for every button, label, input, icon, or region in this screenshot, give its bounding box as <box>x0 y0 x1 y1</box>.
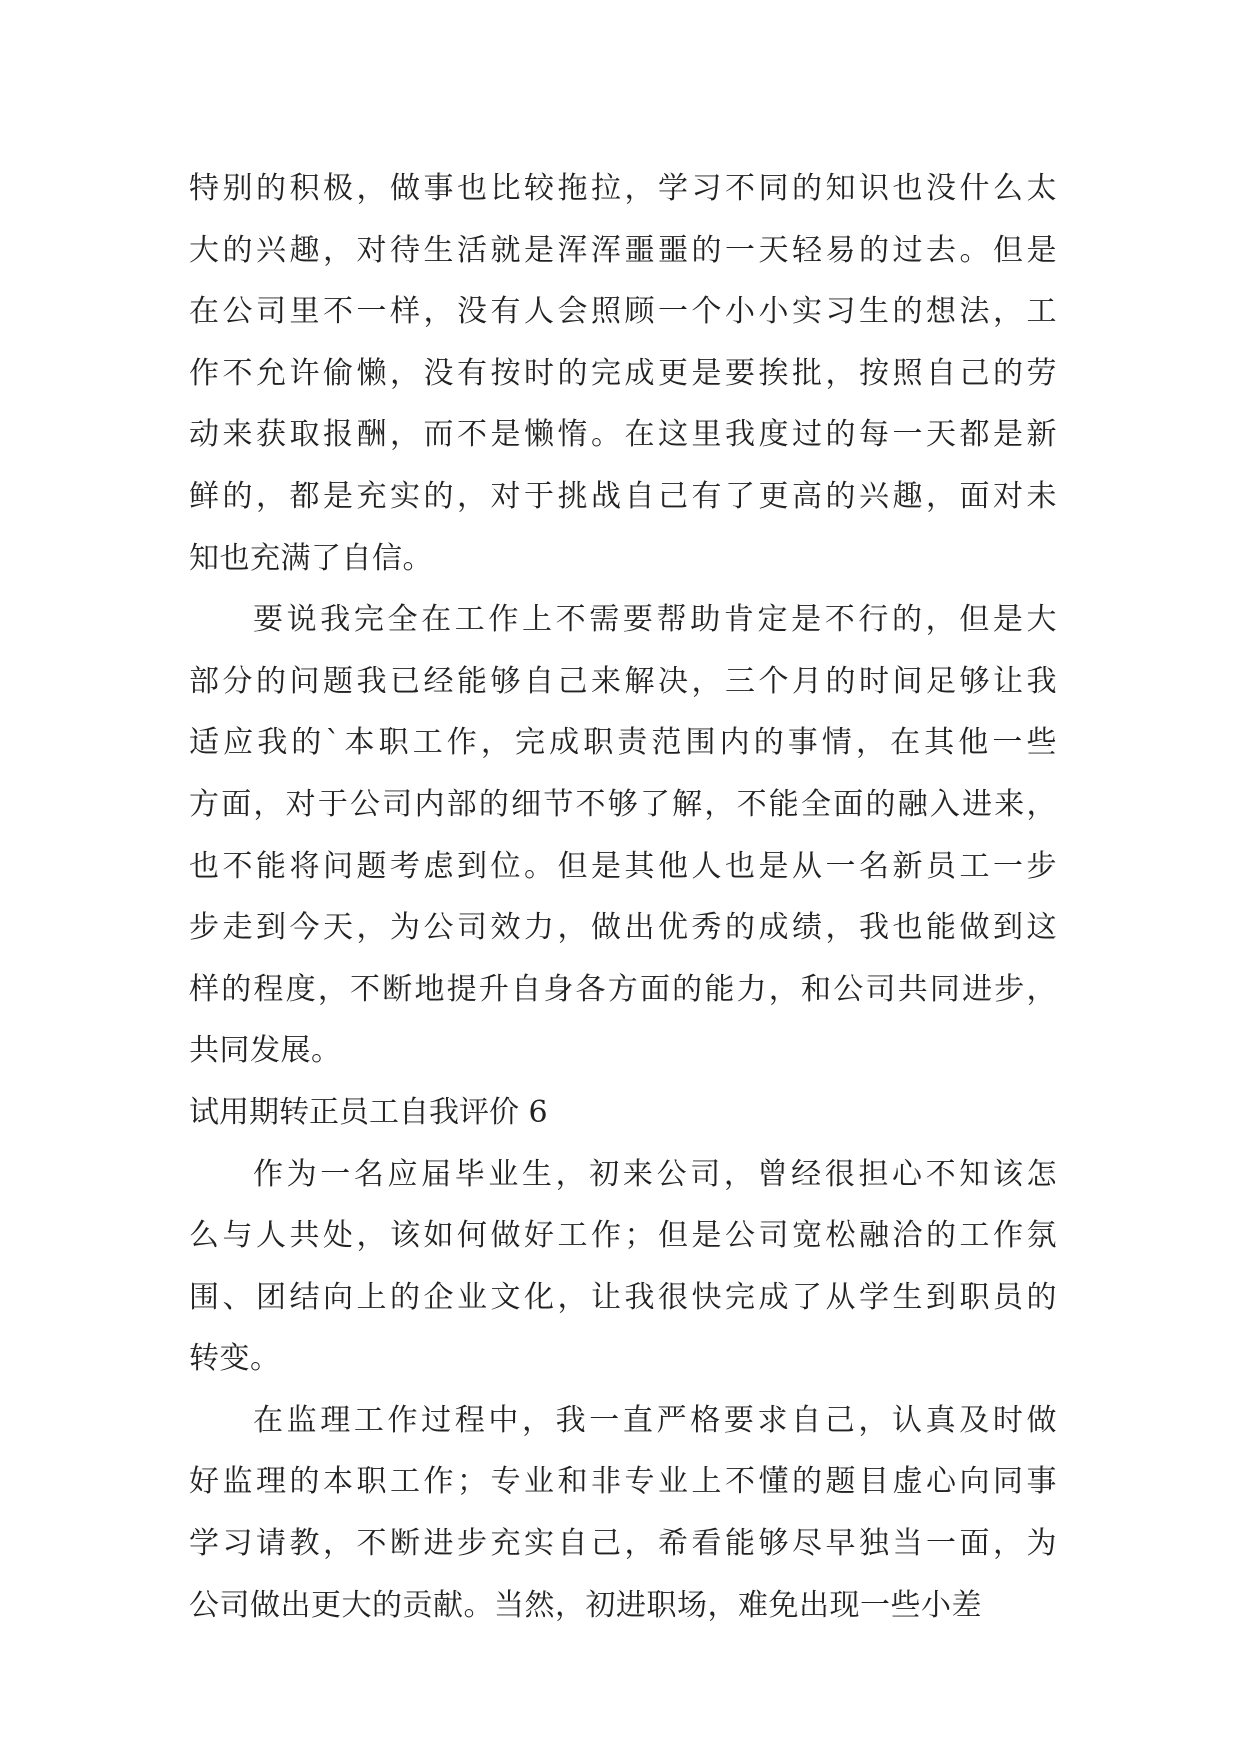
paragraph <box>189 589 1057 1082</box>
section-heading <box>189 1082 1057 1144</box>
paragraph-line: 共同发展。 <box>189 1033 342 1069</box>
paragraph-line: 知也充满了自信。 <box>189 540 433 576</box>
paragraph-line: 大的兴趣，对待生活就是浑浑噩噩的一天轻易的过去。但是 <box>189 232 1057 268</box>
paragraph-line: 么与人共处，该如何做好工作；但是公司宽松融洽的工作氛 <box>189 1218 1057 1254</box>
document-body <box>189 158 1057 1636</box>
paragraph-line: 适应我的`本职工作，完成职责范围内的事情，在其他一些 <box>189 725 1057 761</box>
paragraph-line: 作不允许偷懒，没有按时的完成更是要挨批，按照自己的劳 <box>189 355 1057 391</box>
paragraph-line: 公司做出更大的贡献。当然，初进职场，难免出现一些小差 <box>189 1587 982 1623</box>
paragraph-line: 作为一名应届毕业生，初来公司，曾经很担心不知该怎 <box>253 1156 1057 1192</box>
paragraph-line: 方面，对于公司内部的细节不够了解，不能全面的融入进来， <box>189 786 1057 822</box>
paragraph-line: 在监理工作过程中，我一直严格要求自己，认真及时做 <box>253 1402 1057 1438</box>
paragraph-line: 转变。 <box>189 1341 281 1377</box>
paragraph-line: 学习请教，不断进步充实自己，希看能够尽早独当一面，为 <box>189 1526 1057 1562</box>
paragraph-line: 好监理的本职工作；专业和非专业上不懂的题目虚心向同事 <box>189 1464 1057 1500</box>
paragraph-line: 步走到今天，为公司效力，做出优秀的成绩，我也能做到这 <box>189 910 1057 946</box>
paragraph-line: 特别的积极，做事也比较拖拉，学习不同的知识也没什么太 <box>189 171 1057 206</box>
heading-text: 试用期转正员工自我评价 6 <box>189 1094 548 1130</box>
paragraph-line: 在公司里不一样，没有人会照顾一个小小实习生的想法，工 <box>189 294 1057 330</box>
paragraph-line: 样的程度，不断地提升自身各方面的能力，和公司共同进步， <box>189 971 1057 1007</box>
paragraph <box>189 1390 1057 1636</box>
paragraph-line: 要说我完全在工作上不需要帮助肯定是不行的，但是大 <box>253 602 1057 638</box>
paragraph-line: 鲜的，都是充实的，对于挑战自己有了更高的兴趣，面对未 <box>189 478 1057 514</box>
paragraph-line: 围、团结向上的企业文化，让我很快完成了从学生到职员的 <box>189 1279 1057 1315</box>
paragraph-line: 部分的问题我已经能够自己来解决，三个月的时间足够让我 <box>189 663 1057 699</box>
paragraph <box>189 158 1057 589</box>
paragraph <box>189 1144 1057 1390</box>
paragraph-line: 动来获取报酬，而不是懒惰。在这里我度过的每一天都是新 <box>189 417 1057 453</box>
paragraph-line: 也不能将问题考虑到位。但是其他人也是从一名新员工一步 <box>189 848 1057 884</box>
